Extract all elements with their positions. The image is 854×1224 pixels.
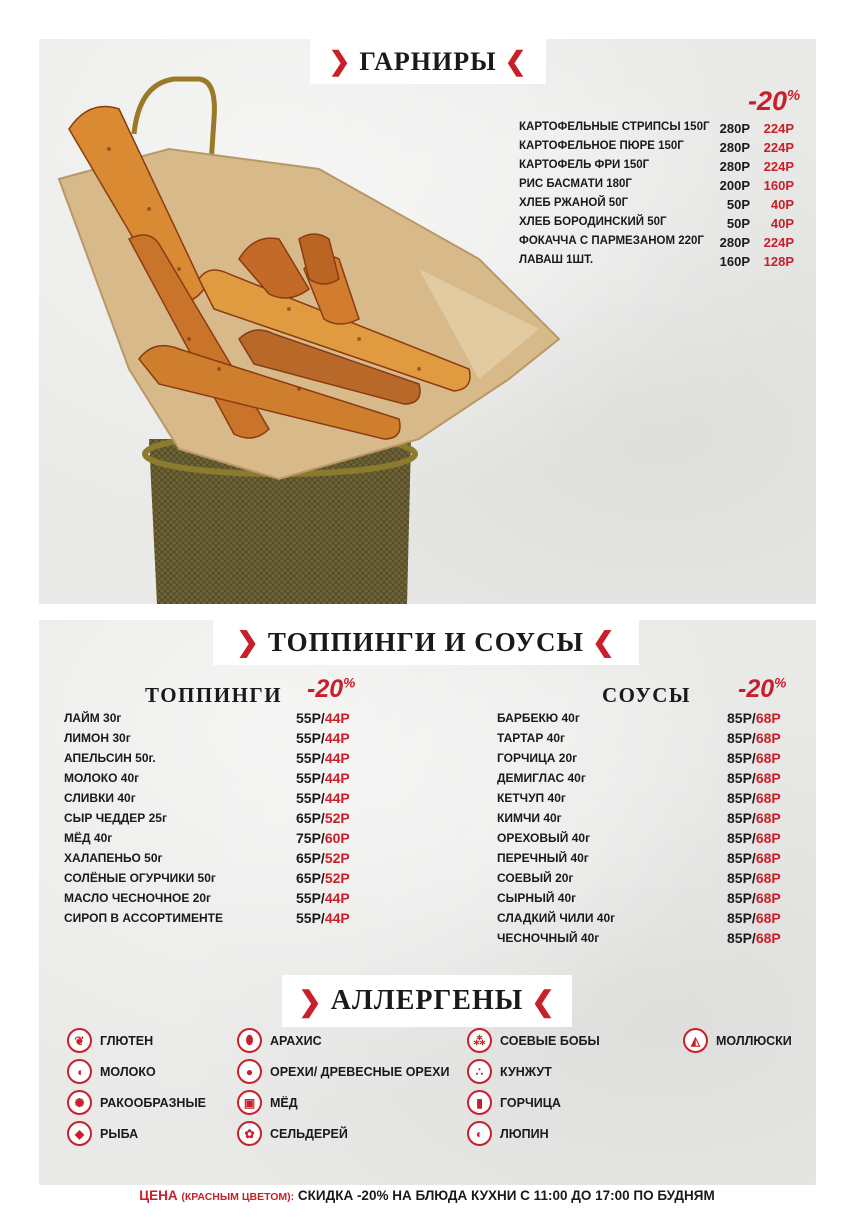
item-prices <box>296 810 350 826</box>
item-sale-price: 68Р <box>755 910 781 926</box>
item-sale-price: 68Р <box>755 710 781 726</box>
price-divider: / <box>751 710 756 726</box>
item-prices <box>727 790 781 806</box>
item-prices <box>727 870 781 886</box>
chevron-right-icon: ❯ <box>328 46 352 76</box>
item-price: 55Р <box>296 910 321 926</box>
price-divider: / <box>320 770 325 786</box>
allergen-item <box>67 1121 138 1146</box>
allergen-item <box>67 1028 153 1053</box>
item-price: 85Р <box>727 790 752 806</box>
item-price: 85Р <box>727 890 752 906</box>
item-name: СИРОП В АССОРТИМЕНТЕ <box>64 911 223 925</box>
sauce-row <box>497 770 787 788</box>
discount-value: -20 <box>307 675 344 703</box>
item-prices <box>296 870 350 886</box>
allergen-label: МЁД <box>270 1095 298 1110</box>
discount-percent: % <box>343 675 356 691</box>
chevron-right-icon: ❯ <box>298 985 323 1017</box>
celery-icon: ✿ <box>237 1121 262 1146</box>
allergen-label: МОЛЛЮСКИ <box>716 1033 792 1048</box>
sauce-row <box>497 710 787 728</box>
item-sale-price: 52Р <box>324 870 350 886</box>
item-sale-price: 60Р <box>324 830 350 846</box>
topping-row <box>64 830 356 848</box>
item-name: КАРТОФЕЛЬ ФРИ 150Г <box>519 159 650 171</box>
garnish-row <box>519 254 794 271</box>
topping-row <box>64 890 356 908</box>
garnish-row <box>519 197 794 214</box>
item-prices <box>727 810 781 826</box>
chevron-left-icon: ❮ <box>504 46 528 76</box>
sauce-row <box>497 870 787 888</box>
item-name: ТАРТАР 40г <box>497 731 566 745</box>
price-divider: / <box>751 830 756 846</box>
item-prices <box>727 850 781 866</box>
wheat-icon: ❦ <box>67 1028 92 1053</box>
item-sale-price: 44Р <box>324 910 350 926</box>
topping-row <box>64 910 356 928</box>
item-name: ПЕРЕЧНЫЙ 40г <box>497 851 589 865</box>
item-name: СОЛЁНЫЕ ОГУРЧИКИ 50г <box>64 871 216 885</box>
allergen-item <box>467 1121 549 1146</box>
price-divider: / <box>751 930 756 946</box>
allergen-label: СЕЛЬДЕРЕЙ <box>270 1126 348 1141</box>
item-name: СОЕВЫЙ 20г <box>497 871 574 885</box>
item-prices <box>727 750 781 766</box>
item-name: СЛАДКИЙ ЧИЛИ 40г <box>497 911 616 925</box>
chevron-left-icon: ❮ <box>592 627 616 657</box>
allergens-title-text: АЛЛЕРГЕНЫ <box>330 985 524 1016</box>
discount-value: -20 <box>748 86 788 116</box>
toppings-discount <box>307 675 355 704</box>
sauce-row <box>497 830 787 848</box>
price-divider: / <box>751 770 756 786</box>
item-price: 85Р <box>727 770 752 786</box>
price-divider: / <box>320 890 325 906</box>
allergen-item <box>67 1090 206 1115</box>
price-divider: / <box>320 730 325 746</box>
item-sale-price: 44Р <box>324 750 350 766</box>
allergen-label: ЛЮПИН <box>500 1126 549 1141</box>
item-name: РИС БАСМАТИ 180Г <box>519 178 632 190</box>
price-divider: / <box>751 890 756 906</box>
item-name: ОРЕХОВЫЙ 40г <box>497 831 591 845</box>
allergen-label: КУНЖУТ <box>500 1064 552 1079</box>
item-prices <box>727 910 781 926</box>
milk-icon: ◖ <box>67 1059 92 1084</box>
item-name: ГОРЧИЦА 20г <box>497 751 578 765</box>
allergen-label: ГОРЧИЦА <box>500 1095 561 1110</box>
item-prices <box>727 890 781 906</box>
item-price: 65Р <box>296 850 321 866</box>
item-prices <box>296 790 350 806</box>
item-prices <box>296 750 350 766</box>
allergen-item <box>237 1090 298 1115</box>
garnish-row <box>519 121 794 138</box>
garnishes-title-text: ГАРНИРЫ <box>359 46 497 76</box>
topping-row <box>64 810 356 828</box>
item-sale-price: 68Р <box>755 850 781 866</box>
sauce-row <box>497 890 787 908</box>
item-name: БАРБЕКЮ 40г <box>497 711 580 725</box>
item-name: МЁД 40г <box>64 831 113 845</box>
item-price: 55Р <box>296 730 321 746</box>
topping-row <box>64 790 356 808</box>
item-sale-price: 40Р <box>770 216 794 231</box>
price-divider: / <box>751 910 756 926</box>
item-sale-price: 68Р <box>755 730 781 746</box>
toppings-sauces-panel <box>39 620 816 1185</box>
sauces-heading: СОУСЫ <box>602 683 692 707</box>
allergen-item <box>237 1059 449 1084</box>
item-sale-price: 68Р <box>755 930 781 946</box>
item-prices <box>296 830 350 846</box>
item-sale-price: 44Р <box>324 730 350 746</box>
mustard-icon: ▮ <box>467 1090 492 1115</box>
price-divider: / <box>751 730 756 746</box>
allergen-label: ГЛЮТЕН <box>100 1033 154 1048</box>
item-price: 85Р <box>727 710 752 726</box>
topping-row <box>64 750 356 768</box>
price-divider: / <box>751 870 756 886</box>
price-divider: / <box>320 710 325 726</box>
item-prices <box>727 770 781 786</box>
item-sale-price: 68Р <box>755 810 781 826</box>
item-price: 85Р <box>727 810 752 826</box>
fish-icon: ◆ <box>67 1121 92 1146</box>
item-prices <box>727 930 781 946</box>
price-divider: / <box>320 910 325 926</box>
topping-row <box>64 850 356 868</box>
item-prices <box>727 830 781 846</box>
item-sale-price: 44Р <box>324 790 350 806</box>
item-price: 65Р <box>296 870 321 886</box>
price-divider: / <box>320 750 325 766</box>
footer-price-label: ЦЕНА <box>139 1188 178 1203</box>
peanut-icon: ⬮ <box>237 1028 262 1053</box>
item-name: АПЕЛЬСИН 50г. <box>64 751 156 765</box>
price-divider: / <box>320 810 325 826</box>
sauce-row <box>497 790 787 808</box>
item-sale-price: 224Р <box>763 159 794 174</box>
item-price: 160Р <box>719 254 750 269</box>
allergen-label: СОЕВЫЕ БОБЫ <box>500 1033 600 1048</box>
item-price: 280Р <box>719 159 750 174</box>
item-sale-price: 52Р <box>324 810 350 826</box>
item-name: КАРТОФЕЛЬНОЕ ПЮРЕ 150Г <box>519 140 684 152</box>
item-price: 55Р <box>296 710 321 726</box>
allergen-item <box>237 1028 322 1053</box>
item-price: 55Р <box>296 890 321 906</box>
allergen-item <box>467 1059 552 1084</box>
sauce-row <box>497 910 787 928</box>
allergen-label: АРАХИС <box>270 1033 322 1048</box>
topping-row <box>64 730 356 748</box>
item-price: 85Р <box>727 850 752 866</box>
item-price: 85Р <box>727 830 752 846</box>
allergen-item <box>467 1090 561 1115</box>
item-sale-price: 68Р <box>755 750 781 766</box>
fries-basket-image <box>39 39 579 604</box>
item-sale-price: 44Р <box>324 890 350 906</box>
item-name: МОЛОКО 40г <box>64 771 140 785</box>
tree-nut-icon: ● <box>237 1059 262 1084</box>
garnish-row <box>519 216 794 233</box>
item-price: 280Р <box>719 235 750 250</box>
discount-percent: % <box>787 88 801 104</box>
item-price: 85Р <box>727 750 752 766</box>
item-prices <box>296 850 350 866</box>
item-price: 55Р <box>296 790 321 806</box>
toppings-sauces-title <box>213 620 639 665</box>
item-name: ХАЛАПЕНЬО 50г <box>64 851 163 865</box>
honey-icon: ▣ <box>237 1090 262 1115</box>
item-sale-price: 44Р <box>324 710 350 726</box>
item-price: 55Р <box>296 770 321 786</box>
price-divider: / <box>751 750 756 766</box>
item-prices <box>296 710 350 726</box>
price-divider: / <box>751 790 756 806</box>
garnish-row <box>519 140 794 157</box>
sauce-row <box>497 810 787 828</box>
item-sale-price: 44Р <box>324 770 350 786</box>
item-price: 50Р <box>726 216 750 231</box>
item-sale-price: 68Р <box>755 830 781 846</box>
item-name: ФОКАЧЧА С ПАРМЕЗАНОМ 220Г <box>519 235 704 247</box>
item-price: 200Р <box>719 178 750 193</box>
allergen-item <box>683 1028 792 1053</box>
discount-percent: % <box>774 675 787 691</box>
sauce-row <box>497 750 787 768</box>
price-divider: / <box>320 790 325 806</box>
sauces-discount <box>738 675 786 704</box>
item-sale-price: 68Р <box>755 790 781 806</box>
item-sale-price: 224Р <box>763 121 794 136</box>
item-price: 280Р <box>719 140 750 155</box>
topping-row <box>64 870 356 888</box>
item-sale-price: 68Р <box>755 890 781 906</box>
item-sale-price: 40Р <box>770 197 794 212</box>
allergen-label: РАКООБРАЗНЫЕ <box>100 1095 207 1110</box>
item-sale-price: 68Р <box>755 870 781 886</box>
item-name: ДЕМИГЛАС 40г <box>497 771 586 785</box>
sauce-row <box>497 930 787 948</box>
item-name: ЛИМОН 30г <box>64 731 131 745</box>
sauce-row <box>497 850 787 868</box>
item-name: МАСЛО ЧЕСНОЧНОЕ 20г <box>64 891 212 905</box>
item-price: 85Р <box>727 910 752 926</box>
item-name: ЧЕСНОЧНЫЙ 40г <box>497 931 600 945</box>
garnishes-panel <box>39 39 816 604</box>
allergen-item <box>67 1059 156 1084</box>
toppings-sauces-title-text: ТОППИНГИ И СОУСЫ <box>267 627 585 657</box>
garnish-row <box>519 178 794 195</box>
item-price: 280Р <box>719 121 750 136</box>
item-price: 85Р <box>727 870 752 886</box>
mollusc-icon: ◭ <box>683 1028 708 1053</box>
item-price: 85Р <box>727 930 752 946</box>
crab-icon: ✺ <box>67 1090 92 1115</box>
item-name: ЛАВАШ 1ШТ. <box>519 254 594 266</box>
item-prices <box>727 710 781 726</box>
item-price: 75Р <box>296 830 321 846</box>
allergen-label: РЫБА <box>100 1126 139 1141</box>
allergen-label: ОРЕХИ/ ДРЕВЕСНЫЕ ОРЕХИ <box>270 1064 450 1079</box>
item-name: СЫР ЧЕДДЕР 25г <box>64 811 167 825</box>
lupin-icon: ◐ <box>467 1121 492 1146</box>
item-sale-price: 224Р <box>763 235 794 250</box>
item-price: 50Р <box>726 197 750 212</box>
item-prices <box>727 730 781 746</box>
item-name: СЫРНЫЙ 40г <box>497 891 577 905</box>
item-name: КЕТЧУП 40г <box>497 791 566 805</box>
item-price: 55Р <box>296 750 321 766</box>
footer-text: СКИДКА -20% НА БЛЮДА КУХНИ С 11:00 ДО 17:00 ПО БУДНЯМ <box>294 1188 715 1203</box>
discount-value: -20 <box>738 675 775 703</box>
chevron-right-icon: ❯ <box>236 627 260 657</box>
item-prices <box>296 890 350 906</box>
topping-row <box>64 710 356 728</box>
allergens-title <box>282 975 572 1027</box>
item-name: КИМЧИ 40г <box>497 811 562 825</box>
price-divider: / <box>320 830 325 846</box>
sauce-row <box>497 730 787 748</box>
sesame-icon: ∴ <box>467 1059 492 1084</box>
item-sale-price: 128Р <box>763 254 794 269</box>
garnish-row <box>519 235 794 252</box>
item-sale-price: 52Р <box>324 850 350 866</box>
footer-red-note: (КРАСНЫМ ЦВЕТОМ): <box>181 1191 295 1203</box>
price-divider: / <box>751 810 756 826</box>
item-sale-price: 224Р <box>763 140 794 155</box>
toppings-heading: ТОППИНГИ <box>145 683 283 707</box>
allergen-label: МОЛОКО <box>100 1064 156 1079</box>
footer-note <box>0 1188 854 1203</box>
price-divider: / <box>320 870 325 886</box>
item-name: ХЛЕБ БОРОДИНСКИЙ 50Г <box>519 216 667 228</box>
item-price: 65Р <box>296 810 321 826</box>
item-name: ЛАЙМ 30г <box>64 711 122 725</box>
garnishes-discount <box>748 86 800 117</box>
topping-row <box>64 770 356 788</box>
item-price: 85Р <box>727 730 752 746</box>
item-prices <box>296 910 350 926</box>
garnish-row <box>519 159 794 176</box>
item-name: СЛИВКИ 40г <box>64 791 136 805</box>
garnishes-title <box>310 39 546 84</box>
item-name: ХЛЕБ РЖАНОЙ 50Г <box>519 197 629 209</box>
soy-icon: ⁂ <box>467 1028 492 1053</box>
item-name: КАРТОФЕЛЬНЫЕ СТРИПСЫ 150Г <box>519 121 710 133</box>
allergen-item <box>237 1121 348 1146</box>
item-sale-price: 160Р <box>763 178 794 193</box>
chevron-left-icon: ❮ <box>531 985 556 1017</box>
price-divider: / <box>320 850 325 866</box>
item-sale-price: 68Р <box>755 770 781 786</box>
item-prices <box>296 770 350 786</box>
item-prices <box>296 730 350 746</box>
price-divider: / <box>751 850 756 866</box>
allergen-item <box>467 1028 600 1053</box>
